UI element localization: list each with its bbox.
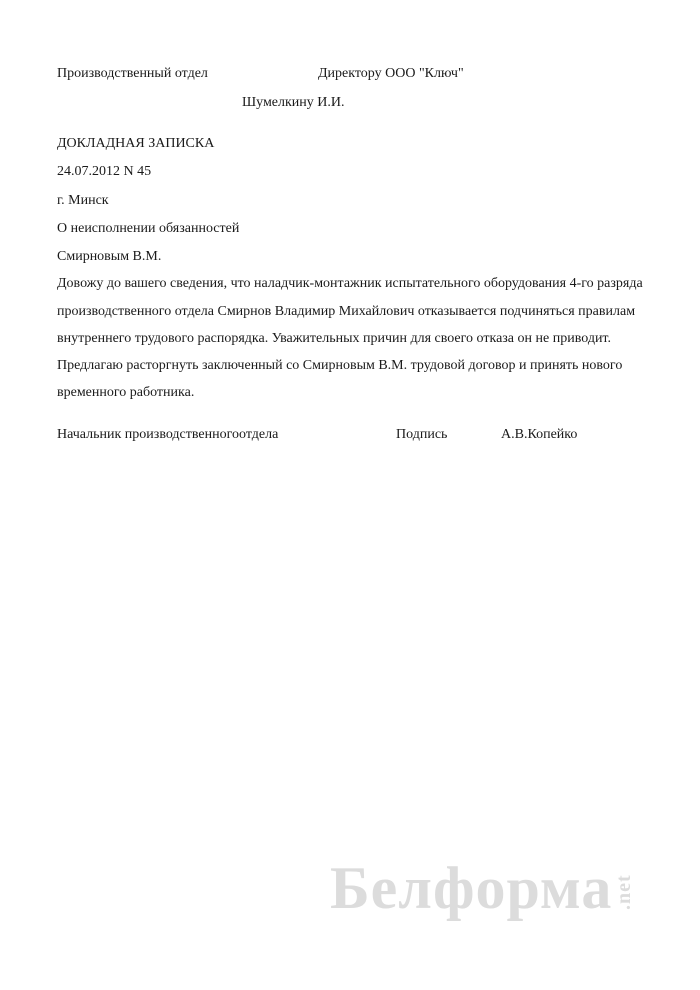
memo-subject-line-1: О неисполнении обязанностей (57, 221, 240, 236)
watermark-logo (330, 855, 648, 921)
body-line: Предлагаю расторгнуть заключенный со Смирновым В.М. трудовой договор и принять нового (57, 358, 623, 373)
body-line: внутреннего трудового распорядка. Уважительных причин для своего отказа он не приводит. (57, 331, 611, 346)
recipient-title: Директору ООО "Ключ" (318, 66, 464, 81)
memo-title: ДОКЛАДНАЯ ЗАПИСКА (57, 136, 215, 151)
signature-label: Подпись (396, 427, 448, 442)
memo-place: г. Минск (57, 193, 109, 208)
body-line: временного работника. (57, 385, 195, 400)
body-line: производственного отдела Смирнов Владимир Михайлович отказывается подчиняться правилам (57, 304, 636, 319)
watermark-suffix-text: .net (613, 874, 636, 910)
memo-date-number: 24.07.2012 N 45 (57, 164, 152, 179)
watermark-main-text: Белформа (330, 855, 613, 921)
recipient-name: Шумелкину И.И. (242, 95, 345, 110)
signature-position: Начальник производственногоотдела (57, 427, 279, 442)
body-line: Довожу до вашего сведения, что наладчик-монтажник испытательного оборудования 4-го разряда (57, 276, 643, 291)
sender-department: Производственный отдел (57, 66, 208, 81)
signature-name: А.В.Копейко (501, 427, 578, 442)
memo-subject-line-2: Смирновым В.М. (57, 249, 162, 264)
